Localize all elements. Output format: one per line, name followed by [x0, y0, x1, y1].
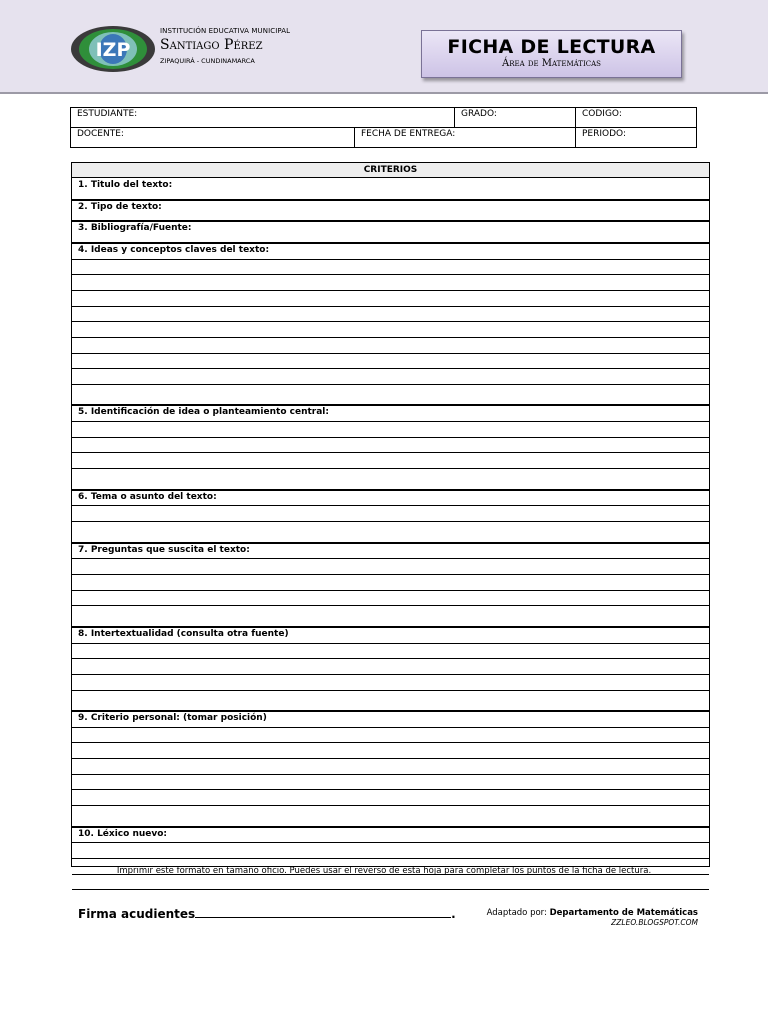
- answer-line[interactable]: [72, 468, 709, 469]
- section-separator: [72, 826, 709, 828]
- answer-line[interactable]: [72, 658, 709, 659]
- criterion-label: 1. Titulo del texto:: [78, 180, 173, 190]
- answer-line[interactable]: [72, 758, 709, 759]
- logo-text: IZP: [95, 39, 131, 61]
- criterion-label: 9. Criterio personal: (tomar posición): [78, 713, 267, 724]
- adapted-by-block: [487, 908, 698, 927]
- periodo-label: PERIODO:: [582, 129, 626, 139]
- firma-end: .: [451, 907, 456, 921]
- firma-acudientes: [78, 906, 456, 921]
- answer-line[interactable]: [72, 774, 709, 775]
- fecha-entrega-field[interactable]: [354, 127, 576, 148]
- answer-line[interactable]: [72, 842, 709, 843]
- school-logo-icon: [70, 24, 156, 74]
- answer-line[interactable]: [72, 421, 709, 422]
- answer-line[interactable]: [72, 643, 709, 644]
- section-separator: [72, 542, 709, 544]
- criterion-label: 4. Ideas y conceptos claves del texto:: [78, 244, 270, 255]
- section-separator: [72, 199, 709, 201]
- adapted-prefix: Adaptado por:: [486, 908, 547, 918]
- docente-label: DOCENTE:: [77, 129, 124, 139]
- answer-line[interactable]: [72, 384, 709, 385]
- institution-location: ZIPAQUIRÁ - CUNDINAMARCA: [160, 57, 255, 65]
- answer-line[interactable]: [72, 321, 709, 322]
- answer-line[interactable]: [72, 521, 709, 522]
- criterion-label: 3. Bibliografía/Fuente:: [78, 223, 192, 234]
- answer-line[interactable]: [72, 674, 709, 675]
- criterion-label: 7. Preguntas que suscita el texto:: [78, 544, 250, 555]
- answer-line[interactable]: [72, 789, 709, 790]
- institution-type: INSTITUCIÓN EDUCATIVA MUNICIPAL: [160, 27, 291, 35]
- answer-line[interactable]: [72, 590, 709, 591]
- answer-line[interactable]: [72, 558, 709, 559]
- answer-line[interactable]: [72, 452, 709, 453]
- answer-line[interactable]: [72, 290, 709, 291]
- section-separator: [72, 242, 709, 244]
- docente-field[interactable]: [70, 127, 355, 148]
- criterion-label: 5. Identificación de idea o planteamiento central:: [78, 407, 329, 418]
- estudiante-label: ESTUDIANTE:: [77, 109, 138, 119]
- answer-line[interactable]: [72, 574, 709, 575]
- codigo-field[interactable]: [575, 107, 697, 128]
- periodo-field[interactable]: [575, 127, 697, 148]
- answer-line[interactable]: [72, 805, 709, 806]
- grado-label: GRADO:: [461, 109, 497, 119]
- print-note: Imprimir este formato en tamaño oficio. Puedes usar el reverso de esta hoja para completar los puntos de la ficha de lectura.: [116, 866, 652, 876]
- answer-line[interactable]: [72, 437, 709, 438]
- adapted-by: Departamento de Matemáticas: [549, 908, 698, 918]
- institution-name: Santiago Pérez: [160, 37, 263, 53]
- firma-signature-line[interactable]: [195, 906, 451, 918]
- answer-line[interactable]: [72, 690, 709, 691]
- header-band: [0, 0, 768, 94]
- grado-field[interactable]: [454, 107, 576, 128]
- section-separator: [72, 220, 709, 222]
- answer-line[interactable]: [72, 605, 709, 606]
- answer-line[interactable]: [72, 742, 709, 743]
- criterion-label: 6. Tema o asunto del texto:: [78, 491, 217, 502]
- answer-line[interactable]: [72, 353, 709, 354]
- answer-line[interactable]: [72, 727, 709, 728]
- title-box: [421, 30, 682, 78]
- institution-block: [160, 27, 290, 65]
- criteria-header: CRITERIOS: [72, 163, 709, 178]
- page-title: FICHA DE LECTURA: [447, 36, 656, 58]
- answer-line[interactable]: [72, 274, 709, 275]
- answer-line[interactable]: [72, 259, 709, 260]
- estudiante-field[interactable]: [70, 107, 455, 128]
- answer-line[interactable]: [72, 306, 709, 307]
- answer-line[interactable]: [72, 368, 709, 369]
- criterion-label: 10. Léxico nuevo:: [78, 828, 168, 839]
- answer-line[interactable]: [72, 889, 709, 890]
- section-separator: [72, 710, 709, 712]
- student-info-table: [70, 107, 697, 148]
- answer-line[interactable]: [72, 337, 709, 338]
- fecha-entrega-label: FECHA DE ENTREGA:: [361, 129, 456, 139]
- answer-line[interactable]: [72, 858, 709, 859]
- codigo-label: CODIGO:: [582, 109, 622, 119]
- criteria-table: [71, 162, 710, 867]
- section-separator: [72, 489, 709, 491]
- criterion-label: 8. Intertextualidad (consulta otra fuente): [78, 628, 289, 639]
- section-separator: [72, 626, 709, 628]
- criterion-label: 2. Tipo de texto:: [78, 201, 162, 212]
- page-subtitle: Área de Matemáticas: [502, 58, 601, 69]
- blog-url: ZZLEO.BLOGSPOT.COM: [611, 918, 698, 927]
- firma-label: Firma acudientes: [78, 907, 196, 921]
- answer-line[interactable]: [72, 505, 709, 506]
